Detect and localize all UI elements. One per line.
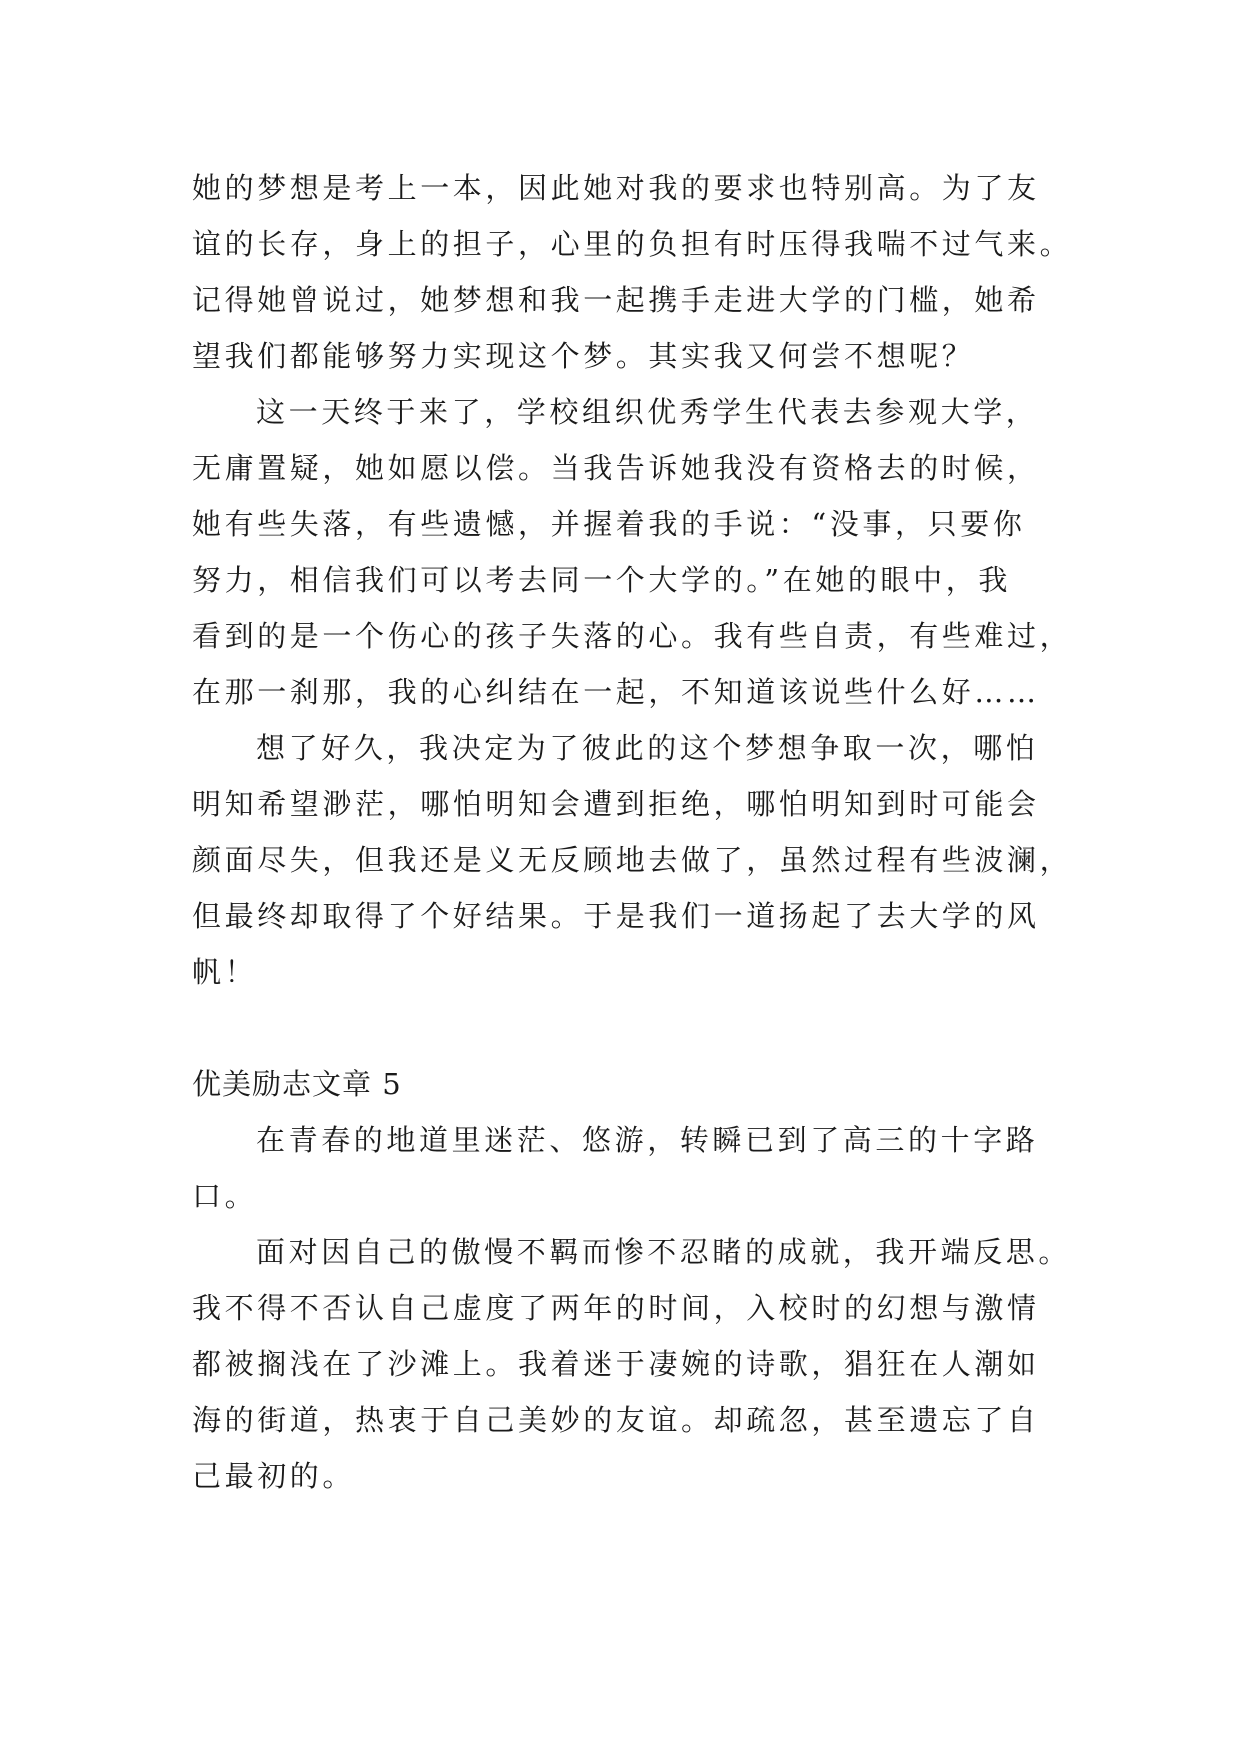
paragraph-1 (192, 160, 1073, 384)
text-line: 她有些失落，有些遗憾，并握着我的手说：“没事，只要你 (192, 507, 1026, 541)
text-line: 口。 (192, 1179, 258, 1213)
section-heading: 优美励志文章 5 (192, 1067, 402, 1101)
text-line: 她的梦想是考上一本，因此她对我的要求也特别高。为了友 (192, 171, 1040, 205)
text-line: 帆！ (192, 955, 258, 989)
text-line: 想了好久，我决定为了彼此的这个梦想争取一次，哪怕 (256, 731, 1039, 765)
paragraph-4 (192, 1112, 1052, 1224)
text-line: 无庸置疑，她如愿以偿。当我告诉她我没有资格去的时候， (192, 451, 1040, 485)
text-line: 记得她曾说过，她梦想和我一起携手走进大学的门槛，她希 (192, 283, 1040, 317)
text-line: 海的街道，热衷于自己美妙的友谊。却疏忽，甚至遗忘了自 (192, 1403, 1040, 1437)
text-line: 都被搁浅在了沙滩上。我着迷于凄婉的诗歌，猖狂在人潮如 (192, 1347, 1040, 1381)
paragraph-3 (192, 720, 1073, 1000)
text-line: 颜面尽失，但我还是义无反顾地去做了，虽然过程有些波澜， (192, 843, 1073, 877)
paragraph-5 (192, 1224, 1072, 1504)
text-line: 这一天终于来了，学校组织优秀学生代表去参观大学， (256, 395, 1039, 429)
text-line: 明知希望渺茫，哪怕明知会遭到拒绝，哪怕明知到时可能会 (192, 787, 1040, 821)
text-line: 在那一刹那，我的心纠结在一起，不知道该说些什么好…… (192, 675, 1040, 709)
text-line: 己最初的。 (192, 1459, 356, 1493)
text-line: 努力，相信我们可以考去同一个大学的。”在她的眼中，我 (192, 563, 1011, 597)
text-line: 在青春的地道里迷茫、悠游，转瞬已到了高三的十字路 (256, 1123, 1039, 1157)
text-line: 我不得不否认自己虚度了两年的时间，入校时的幻想与激情 (192, 1291, 1040, 1325)
text-line: 看到的是一个伤心的孩子失落的心。我有些自责，有些难过， (192, 619, 1073, 653)
text-line: 但最终却取得了个好结果。于是我们一道扬起了去大学的风 (192, 899, 1040, 933)
paragraph-gap (192, 1000, 1052, 1056)
text-line: 面对因自己的傲慢不羁而惨不忍睹的成就，我开端反思。 (256, 1235, 1072, 1269)
text-line: 望我们都能够努力实现这个梦。其实我又何尝不想呢？ (192, 339, 975, 373)
document-body (192, 160, 1073, 1504)
paragraph-2 (192, 384, 1073, 720)
text-line: 谊的长存，身上的担子，心里的负担有时压得我喘不过气来。 (192, 227, 1073, 261)
